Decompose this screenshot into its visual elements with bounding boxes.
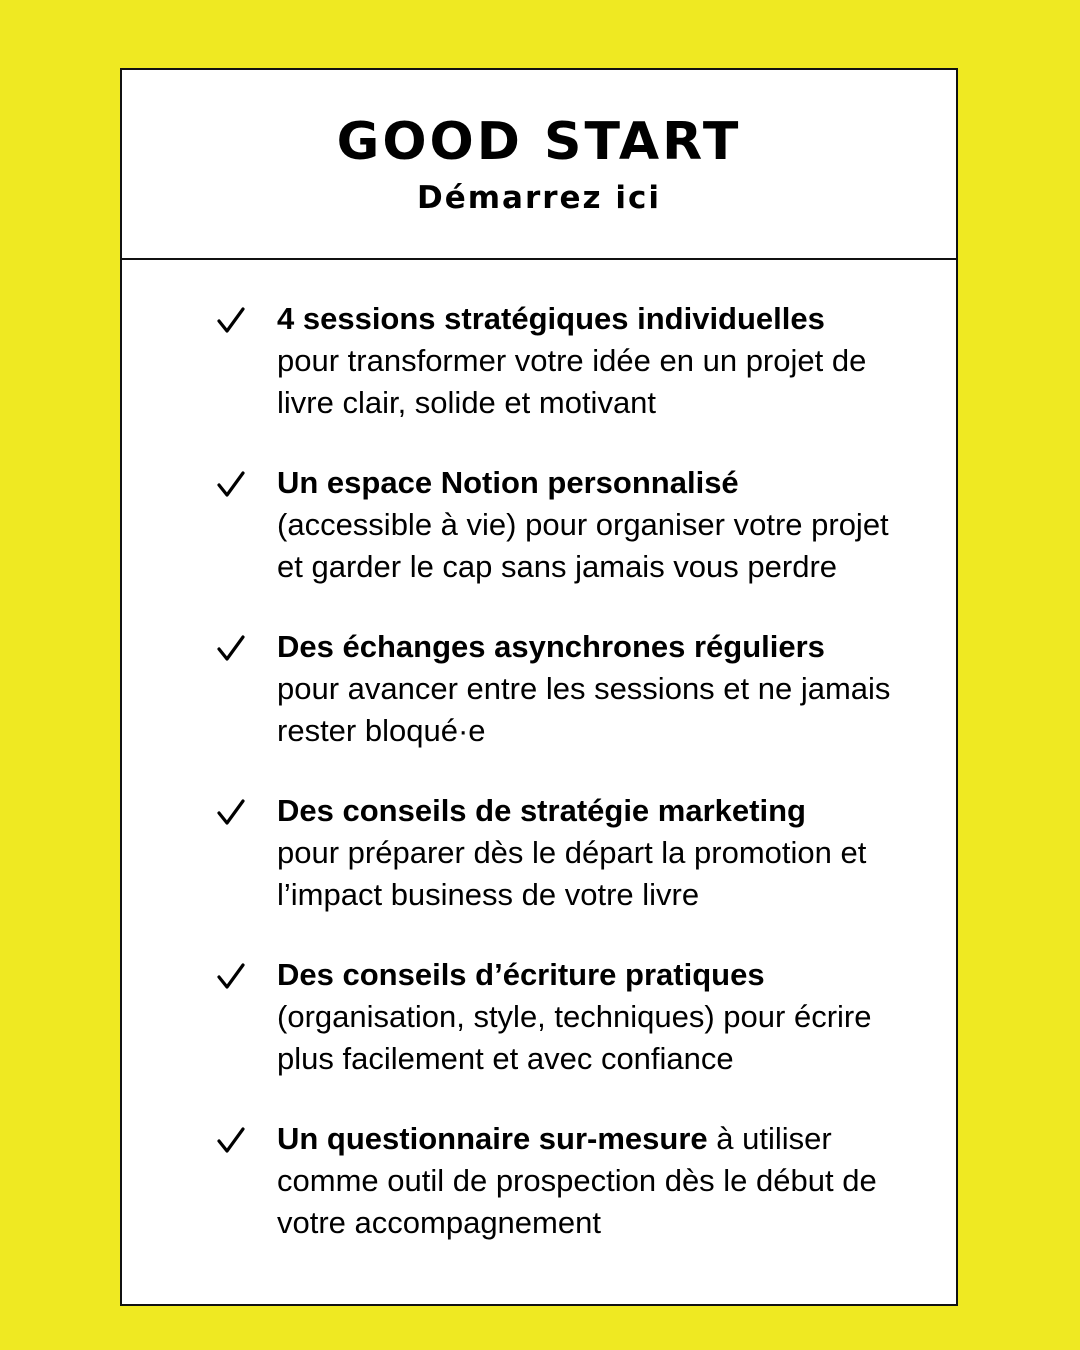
list-item — [122, 790, 956, 916]
item-text: (accessible à vie) pour organiser votre projet et garder le cap sans jamais vous perdre — [277, 507, 889, 584]
item-lead: Des conseils de stratégie marketing — [277, 793, 806, 828]
item-text: à utiliser comme outil de prospection dès le début de votre accompagnement — [277, 1121, 877, 1240]
list-item — [122, 298, 956, 424]
item-text: pour préparer dès le départ la promotion et l’impact business de votre livre — [277, 835, 867, 912]
item-text: pour avancer entre les sessions et ne jamais rester bloqué·e — [277, 671, 891, 748]
checkmark-icon — [216, 634, 246, 664]
offer-card — [120, 68, 958, 1306]
item-text: (organisation, style, techniques) pour écrire plus facilement et avec confiance — [277, 999, 872, 1076]
card-header — [122, 70, 956, 260]
checkmark-icon — [216, 798, 246, 828]
checkmark-icon — [216, 306, 246, 336]
item-lead: Des échanges asynchrones réguliers — [277, 629, 825, 664]
item-lead: Des conseils d’écriture pratiques — [277, 957, 765, 992]
page-subtitle: Démarrez ici — [416, 180, 662, 216]
page-title: GOOD START — [336, 112, 742, 172]
item-lead: 4 sessions stratégiques individuelles — [277, 301, 825, 336]
item-lead: Un espace Notion personnalisé — [277, 465, 739, 500]
checkmark-icon — [216, 470, 246, 500]
list-item — [122, 462, 956, 588]
list-item — [122, 954, 956, 1080]
item-lead: Un questionnaire sur-mesure — [277, 1121, 708, 1156]
benefits-list — [122, 298, 956, 1282]
checkmark-icon — [216, 1126, 246, 1156]
list-item — [122, 1118, 956, 1244]
checkmark-icon — [216, 962, 246, 992]
list-item — [122, 626, 956, 752]
item-text: pour transformer votre idée en un projet de livre clair, solide et motivant — [277, 343, 867, 420]
